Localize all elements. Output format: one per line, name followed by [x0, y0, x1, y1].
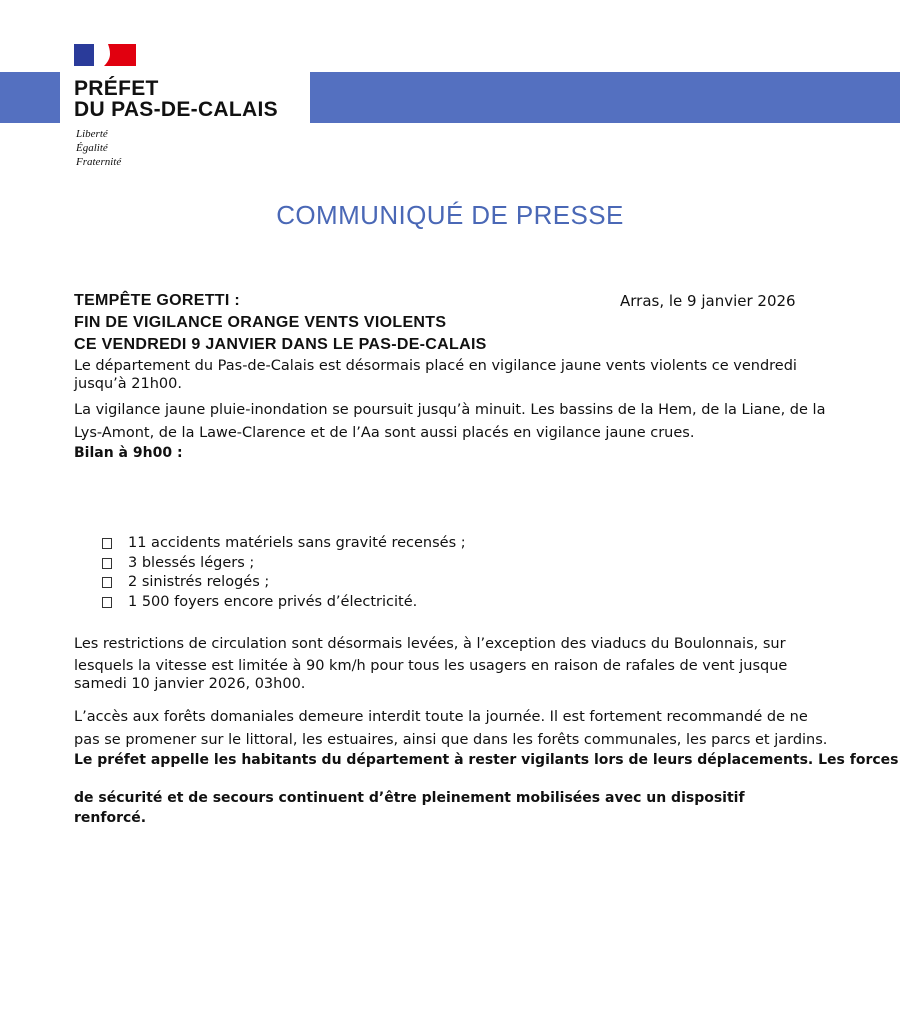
- paragraph-1-line-1: Le département du Pas-de-Calais est désormais placé en vigilance jaune vents violents ce vendredi: [74, 358, 797, 374]
- prefet-title-line-1: PRÉFET: [74, 77, 159, 100]
- paragraph-3-line-2: lesquels la vitesse est limitée à 90 km/h pour tous les usagers en raison de rafales de vent jusque: [74, 658, 788, 674]
- checkbox-icon: [102, 558, 112, 569]
- motto-egalite: Égalité: [76, 142, 108, 154]
- list-item: [100, 573, 466, 593]
- motto-fraternite: Fraternité: [76, 156, 122, 168]
- bullet-text: 11 accidents matériels sans gravité recensés ;: [128, 535, 466, 551]
- marianne-flag-icon: [74, 44, 136, 66]
- closing-line-1: Le préfet appelle les habitants du département à rester vigilants lors de leurs déplacements. Les forces: [74, 752, 899, 768]
- bullet-text: 1 500 foyers encore privés d’électricité.: [128, 593, 418, 610]
- page-title: COMMUNIQUÉ DE PRESSE: [276, 200, 624, 230]
- bilan-heading: Bilan à 9h00 :: [74, 445, 183, 461]
- bullet-text: 3 blessés légers ;: [128, 554, 255, 571]
- checkbox-icon: [102, 577, 112, 588]
- closing-line-3: renforcé.: [74, 810, 147, 826]
- checkbox-icon: [102, 538, 112, 549]
- checkbox-icon: [102, 597, 112, 608]
- paragraph-4-line-2: pas se promener sur le littoral, les estuaires, ainsi que dans les forêts communales, les parcs et jardins.: [74, 732, 828, 748]
- dateline: Arras, le 9 janvier 2026: [620, 292, 796, 310]
- motto-liberte: Liberté: [76, 128, 108, 140]
- headline-line-3: CE VENDREDI 9 JANVIER DANS LE PAS-DE-CALAIS: [74, 336, 487, 353]
- list-item: [100, 554, 466, 574]
- paragraph-2-line-2: Lys-Amont, de la Lawe-Clarence et de l’Aa sont aussi placés en vigilance jaune crues.: [74, 425, 695, 441]
- closing-line-2: de sécurité et de secours continuent d’être pleinement mobilisées avec un dispositif: [74, 790, 745, 806]
- paragraph-3-line-3: samedi 10 janvier 2026, 03h00.: [74, 676, 306, 692]
- bullet-text: 2 sinistrés relogés ;: [128, 574, 270, 590]
- headline-line-2: FIN DE VIGILANCE ORANGE VENTS VIOLENTS: [74, 314, 447, 331]
- list-item: [100, 534, 466, 554]
- paragraph-4-line-1: L’accès aux forêts domaniales demeure interdit toute la journée. Il est fortement recommandé de ne: [74, 709, 808, 725]
- prefecture-logo-block: [60, 40, 310, 172]
- paragraph-1-line-2: jusqu’à 21h00.: [74, 376, 182, 392]
- paragraph-2-line-1: La vigilance jaune pluie-inondation se poursuit jusqu’à minuit. Les bassins de la Hem, de la Liane, de la: [74, 402, 826, 418]
- paragraph-3-line-1: Les restrictions de circulation sont désormais levées, à l’exception des viaducs du Boulonnais, sur: [74, 636, 786, 652]
- headline-line-1: TEMPÊTE GORETTI :: [74, 292, 240, 309]
- prefet-title-line-2: DU PAS-DE-CALAIS: [74, 98, 278, 121]
- bilan-list: [100, 534, 466, 612]
- list-item: [100, 593, 466, 613]
